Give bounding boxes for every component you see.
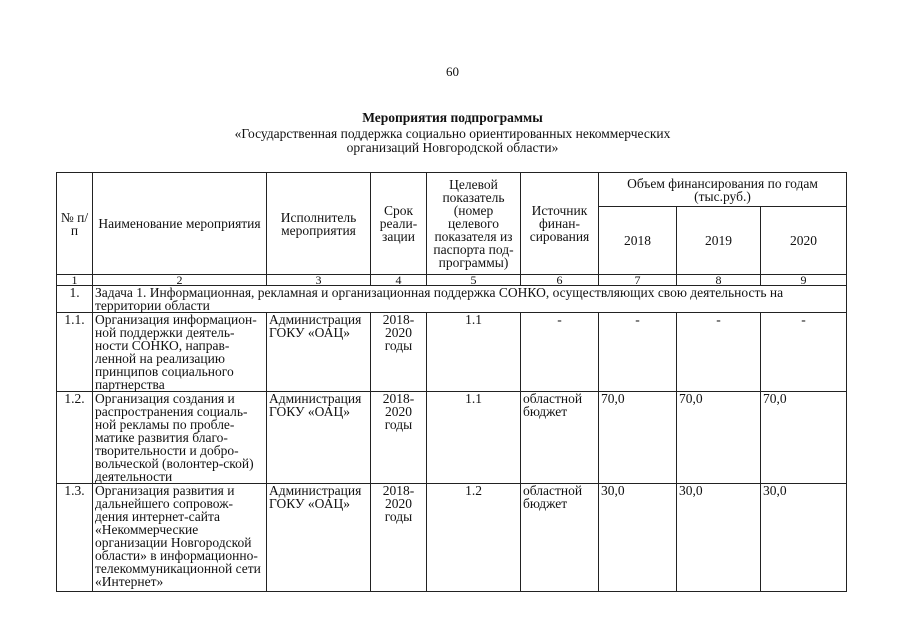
row-executor: Администрация ГОКУ «ОАЦ»	[267, 313, 371, 392]
header-name: Наименование мероприятия	[93, 173, 267, 275]
subtitle-line-1: «Государственная поддержка социально ориентированных некоммерческих	[234, 126, 671, 141]
header-executor: Исполнитель мероприятия	[267, 173, 371, 275]
table-row	[57, 313, 847, 392]
row-2018: -	[599, 313, 677, 392]
row-num: 1.2.	[57, 392, 93, 484]
row-num: 1.3.	[57, 484, 93, 592]
column-number-row	[57, 275, 847, 286]
row-executor: Администрация ГОКУ «ОАЦ»	[267, 484, 371, 592]
column-number: 7	[599, 275, 677, 286]
row-term: 2018-2020 годы	[371, 392, 427, 484]
row-term: 2018-2020 годы	[371, 313, 427, 392]
column-number: 8	[677, 275, 761, 286]
row-executor: Администрация ГОКУ «ОАЦ»	[267, 392, 371, 484]
task-row	[57, 286, 847, 313]
row-term: 2018-2020 годы	[371, 484, 427, 592]
row-source: областной бюджет	[521, 484, 599, 592]
row-name: Организация развития и дальнейшего сопровож-дения интернет-сайта «Некоммерческие организации Новгородской области» в информационно-телекоммуникационной сети «Интернет»	[93, 484, 267, 592]
row-2018: 70,0	[599, 392, 677, 484]
row-target: 1.2	[427, 484, 521, 592]
header-funding: Объем финансирования по годам (тыс.руб.)	[599, 173, 847, 207]
row-num: 1.1.	[57, 313, 93, 392]
row-2019: -	[677, 313, 761, 392]
task-num: 1.	[57, 286, 93, 313]
activities-table	[56, 172, 847, 592]
header-year-2018: 2018	[599, 207, 677, 275]
header-term: Срок реали-зации	[371, 173, 427, 275]
document-title: Мероприятия подпрограммы	[362, 110, 543, 125]
row-target: 1.1	[427, 313, 521, 392]
header-source: Источник финан-сирования	[521, 173, 599, 275]
row-2019: 30,0	[677, 484, 761, 592]
row-name: Организация информацион-ной поддержки деятель-ности СОНКО, направ-ленной на реализацию принципов социального партнерства	[93, 313, 267, 392]
row-name: Организация создания и распространения социаль-ной рекламы по пробле-матике развития благо-творительности и добро-вольческой (волонтер-ской) деятельности	[93, 392, 267, 484]
header-year-2020: 2020	[761, 207, 847, 275]
row-source: -	[521, 313, 599, 392]
page-number: 60	[446, 64, 459, 79]
column-number: 3	[267, 275, 371, 286]
task-text: Задача 1. Информационная, рекламная и организационная поддержка СОНКО, осуществляющих свою деятельность на территории области	[93, 286, 847, 313]
row-2019: 70,0	[677, 392, 761, 484]
row-target: 1.1	[427, 392, 521, 484]
column-number: 1	[57, 275, 93, 286]
document-subtitle	[0, 127, 905, 155]
row-2020: 70,0	[761, 392, 847, 484]
subtitle-line-2: организаций Новгородской области»	[346, 140, 559, 155]
header-target: Целевой показатель (номер целевого показателя из паспорта под-программы)	[427, 173, 521, 275]
column-number: 6	[521, 275, 599, 286]
header-year-2019: 2019	[677, 207, 761, 275]
row-2018: 30,0	[599, 484, 677, 592]
column-number: 5	[427, 275, 521, 286]
table-row	[57, 484, 847, 592]
row-source: областной бюджет	[521, 392, 599, 484]
row-2020: -	[761, 313, 847, 392]
column-number: 9	[761, 275, 847, 286]
column-number: 4	[371, 275, 427, 286]
row-2020: 30,0	[761, 484, 847, 592]
header-num: № п/п	[57, 173, 93, 275]
table-row	[57, 392, 847, 484]
column-number: 2	[93, 275, 267, 286]
